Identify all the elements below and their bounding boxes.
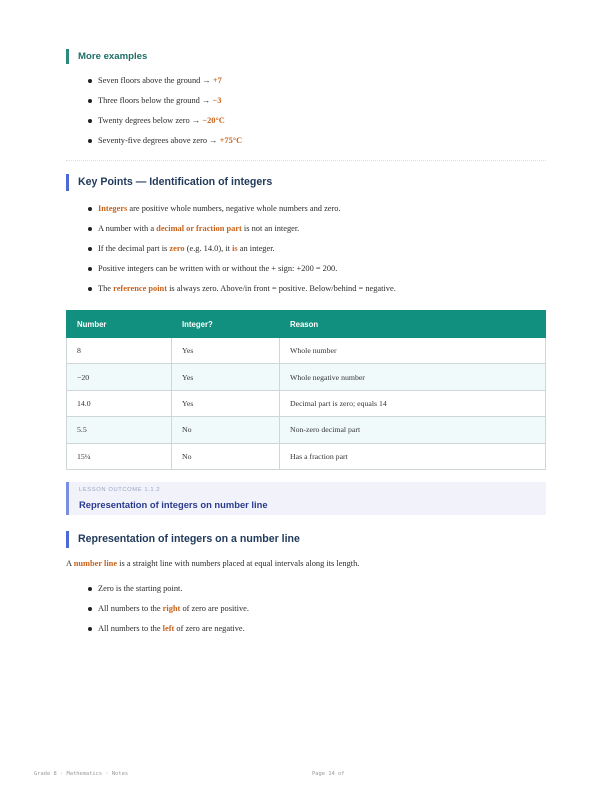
table-cell: Has a fraction part bbox=[280, 443, 546, 469]
footer-left: Grade 8 · Mathematics · Notes bbox=[34, 771, 129, 777]
table-row bbox=[67, 443, 546, 469]
table-cell: Yes bbox=[172, 364, 280, 390]
table-cell: 15¼ bbox=[67, 443, 172, 469]
example-value: +75°C bbox=[219, 136, 243, 145]
table-cell: 8 bbox=[67, 338, 172, 364]
more-examples-list bbox=[88, 76, 558, 146]
table-row bbox=[67, 338, 546, 364]
table-cell: Yes bbox=[172, 390, 280, 416]
list-item: A number with a decimal or fraction part is not an integer. bbox=[88, 224, 558, 234]
list-item: Seven floors above the ground → +7 bbox=[88, 76, 558, 86]
key-points-heading: Key Points — Identification of integers bbox=[66, 174, 272, 191]
table-row bbox=[67, 390, 546, 416]
example-value: −3 bbox=[212, 96, 222, 105]
table-cell: No bbox=[172, 443, 280, 469]
footer-page-number: Page 14 of bbox=[312, 771, 345, 777]
list-item: All numbers to the right of zero are positive. bbox=[88, 604, 558, 614]
table-cell: 14.0 bbox=[67, 390, 172, 416]
table-cell: Non-zero decimal part bbox=[280, 417, 546, 443]
lesson-outcome-banner bbox=[66, 482, 546, 515]
column-header: Number bbox=[67, 311, 172, 338]
table-cell: −20 bbox=[67, 364, 172, 390]
section-divider bbox=[66, 160, 546, 161]
integers-table bbox=[66, 310, 546, 470]
more-examples-heading: More examples bbox=[66, 49, 147, 64]
table-row bbox=[67, 417, 546, 443]
example-value: −20°C bbox=[202, 116, 225, 125]
table-header-row bbox=[67, 311, 546, 338]
number-line-heading: Representation of integers on a number line bbox=[66, 531, 300, 548]
key-points-list bbox=[88, 204, 558, 294]
example-value: +7 bbox=[212, 76, 222, 85]
table-cell: 5.5 bbox=[67, 417, 172, 443]
list-item: Three floors below the ground → −3 bbox=[88, 96, 558, 106]
list-item: If the decimal part is zero (e.g. 14.0), it is an integer. bbox=[88, 244, 558, 254]
list-item: Integers are positive whole numbers, negative whole numbers and zero. bbox=[88, 204, 558, 214]
lesson-outcome-label: LESSON OUTCOME 1.1.2 bbox=[79, 487, 161, 493]
column-header: Reason bbox=[280, 311, 546, 338]
table-cell: Decimal part is zero; equals 14 bbox=[280, 390, 546, 416]
number-line-list bbox=[88, 584, 558, 634]
list-item: Seventy-five degrees above zero → +75°C bbox=[88, 136, 558, 146]
column-header: Integer? bbox=[172, 311, 280, 338]
list-item: Twenty degrees below zero → −20°C bbox=[88, 116, 558, 126]
list-item: The reference point is always zero. Above/in front = positive. Below/behind = negative. bbox=[88, 284, 558, 294]
table-cell: Whole negative number bbox=[280, 364, 546, 390]
table-cell: Whole number bbox=[280, 338, 546, 364]
table-cell: Yes bbox=[172, 338, 280, 364]
list-item: All numbers to the left of zero are negative. bbox=[88, 624, 558, 634]
list-item: Zero is the starting point. bbox=[88, 584, 558, 594]
lesson-outcome-title: Representation of integers on number line bbox=[79, 499, 268, 510]
list-item: Positive integers can be written with or without the + sign: +200 = 200. bbox=[88, 264, 558, 274]
table-cell: No bbox=[172, 417, 280, 443]
number-line-intro: A number line is a straight line with numbers placed at equal intervals along its length. bbox=[66, 559, 360, 568]
table-row bbox=[67, 364, 546, 390]
